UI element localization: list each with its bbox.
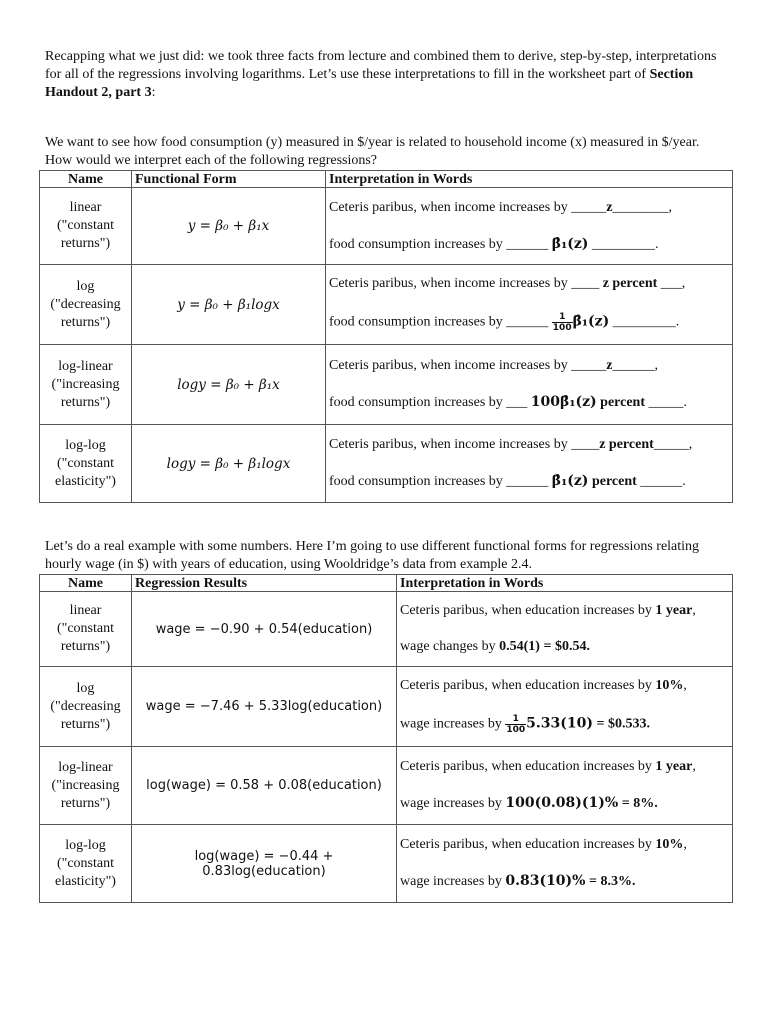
interp-bold: percent [600, 395, 645, 410]
interp-bold: 0.54(1) [499, 639, 540, 654]
interp-bold: z [606, 199, 613, 215]
interp-text: food consumption increases by ___ [329, 395, 528, 410]
model-name [40, 265, 132, 345]
model-name [40, 592, 132, 667]
interp-text: Ceteris paribus, when income increases by ____ [329, 276, 600, 291]
interp-text: Ceteris paribus, when income increases by _____ [329, 199, 607, 215]
interp-bold: = $0.533. [592, 716, 650, 732]
name-line: elasticity") [55, 873, 116, 889]
table2-header-name: Name [40, 575, 132, 592]
intro-end: : [151, 85, 156, 100]
regression-result: log(wage) = −0.44 + 0.83log(education) [132, 825, 397, 903]
table1-header-interp: Interpretation in Words [326, 171, 733, 188]
interp-text: Ceteris paribus, when education increases by [400, 678, 656, 693]
interp-text: wage increases by [400, 716, 506, 732]
interp-text: _________. [591, 236, 659, 252]
interp-math: 100β̂₁(z) [530, 394, 597, 410]
regression-result: wage = −0.90 + 0.54(education) [132, 592, 397, 667]
fraction-denominator: 100 [506, 725, 526, 735]
name-line: log [76, 680, 95, 696]
name-line: ("constant [56, 855, 115, 871]
name-line: log-linear [58, 358, 113, 374]
interp-bold: z [606, 358, 613, 373]
model-name [40, 747, 132, 825]
interp-math: β̂₁(z) [551, 473, 589, 489]
interpretation [326, 188, 733, 265]
table2-header-row [40, 575, 733, 592]
name-line: log-log [65, 837, 106, 853]
interp-text: _____, [653, 437, 693, 452]
interp-text: , [692, 759, 696, 774]
table1-row [40, 265, 733, 345]
interpretation [397, 825, 733, 903]
table2-header-interp: Interpretation in Words [397, 575, 733, 592]
name-line: ("constant [56, 455, 115, 471]
name-line: ("constant [56, 218, 115, 233]
table2-header-results: Regression Results [132, 575, 397, 592]
table2-row [40, 747, 733, 825]
interp-math: β̂₁(z) [572, 313, 610, 330]
regression-results-table [39, 574, 733, 903]
intro-bold: Section Handout 2, part 3 [45, 67, 694, 100]
interp-bold: percent [591, 474, 637, 489]
name-line: log-log [65, 437, 106, 453]
interpretation [397, 592, 733, 667]
name-line: linear [69, 603, 102, 618]
interp-bold: 1 year [655, 603, 693, 618]
interp-math: 0.83(10)% [505, 873, 586, 889]
fraction [505, 714, 526, 735]
name-line: elasticity") [55, 473, 116, 489]
functional-form-table [39, 170, 733, 503]
interp-text: Ceteris paribus, when income increases by _____ [329, 358, 607, 373]
fraction-numerator: 1 [505, 714, 526, 725]
name-line: returns") [60, 795, 111, 811]
functional-form: y = β₀ + β₁logx [132, 265, 326, 345]
name-line: ("decreasing [50, 698, 121, 714]
name-line: log [76, 278, 95, 294]
interp-text: ______, [612, 358, 658, 373]
interp-text: , [683, 678, 687, 693]
interp-text: food consumption increases by ______ [329, 474, 549, 489]
interpretation [397, 747, 733, 825]
interp-bold: z percent [602, 276, 658, 291]
interp-bold: 10% [655, 678, 684, 693]
functional-form: y = β₀ + β₁x [132, 188, 326, 265]
fraction-numerator: 1 [552, 312, 573, 323]
interp-text: Ceteris paribus, when income increases by ____ [329, 437, 600, 452]
name-line: returns") [60, 394, 111, 410]
name-line: ("constant [56, 621, 115, 636]
question-2: Let’s do a real example with some numbers. Here I’m going to use different functional forms for regressions relating hourly wage (in $) with years of education, using Wooldridge’s data from example 2.4. [45, 539, 700, 572]
model-name [40, 188, 132, 265]
name-line: returns") [60, 639, 111, 654]
name-line: returns") [60, 314, 111, 330]
question-1: We want to see how food consumption (y) measured in $/year is related to household income (x) measured in $/year. How would we interpret each of the following regressions? [45, 135, 700, 168]
interp-bold: z percent [599, 437, 654, 452]
interp-bold: 1 year [655, 759, 693, 774]
name-line: linear [69, 200, 102, 215]
name-line: ("increasing [51, 777, 120, 793]
functional-form: logy = β₀ + β₁x [132, 345, 326, 425]
name-line: log-linear [58, 759, 113, 775]
regression-result: log(wage) = 0.58 + 0.08(education) [132, 747, 397, 825]
interpretation [326, 345, 733, 425]
table1-header-form: Functional Form [132, 171, 326, 188]
fraction [552, 312, 573, 333]
model-name [40, 425, 132, 503]
name-line: ("increasing [51, 376, 120, 392]
interp-bold: 10% [655, 837, 684, 852]
interp-bold: = 8.3%. [585, 874, 636, 889]
interp-text: ________, [612, 199, 672, 215]
intro-paragraph [45, 48, 725, 102]
name-line: returns") [60, 236, 111, 251]
interp-text: ______. [640, 474, 686, 489]
model-name [40, 825, 132, 903]
table1-header-name: Name [40, 171, 132, 188]
interp-text: ___, [660, 276, 686, 291]
interp-text: Ceteris paribus, when education increases by [400, 759, 656, 774]
interp-text: food consumption increases by ______ [329, 236, 549, 252]
interp-bold: = 8%. [618, 796, 658, 811]
interp-text: wage increases by [400, 796, 506, 811]
intro-text: Recapping what we just did: we took three facts from lecture and combined them to derive, step-by-step, interpretations for all of the regressions involving logarithms. Let’s use these interpretations to fill in the worksheet part of [45, 49, 717, 82]
interp-text: wage changes by [400, 639, 500, 654]
table1-header-row [40, 171, 733, 188]
interp-text: , [692, 603, 696, 618]
interp-text: wage increases by [400, 874, 506, 889]
functional-form: logy = β₀ + β₁logx [132, 425, 326, 503]
table1-row [40, 345, 733, 425]
table2-row [40, 667, 733, 747]
table1-row [40, 188, 733, 265]
model-name [40, 345, 132, 425]
interp-math: 100(0.08)(1)% [505, 795, 619, 811]
interp-text: _____. [648, 395, 687, 410]
interp-math: 5.33(10) [526, 715, 593, 732]
interp-text: Ceteris paribus, when education increases by [400, 603, 656, 618]
interp-text: , [683, 837, 687, 852]
fraction-denominator: 100 [552, 323, 572, 333]
table1-row [40, 425, 733, 503]
interp-text: food consumption increases by ______ [329, 314, 549, 330]
interp-bold: = $0.54. [539, 639, 590, 654]
name-line: ("decreasing [50, 296, 121, 312]
table2-row [40, 825, 733, 903]
interpretation [397, 667, 733, 747]
table2-row [40, 592, 733, 667]
interp-text: Ceteris paribus, when education increases by [400, 837, 656, 852]
name-line: returns") [60, 716, 111, 732]
interpretation [326, 265, 733, 345]
interpretation [326, 425, 733, 503]
regression-result: wage = −7.46 + 5.33log(education) [132, 667, 397, 747]
interp-math: β̂₁(z) [551, 235, 589, 252]
model-name [40, 667, 132, 747]
interp-text: _________. [612, 314, 680, 330]
